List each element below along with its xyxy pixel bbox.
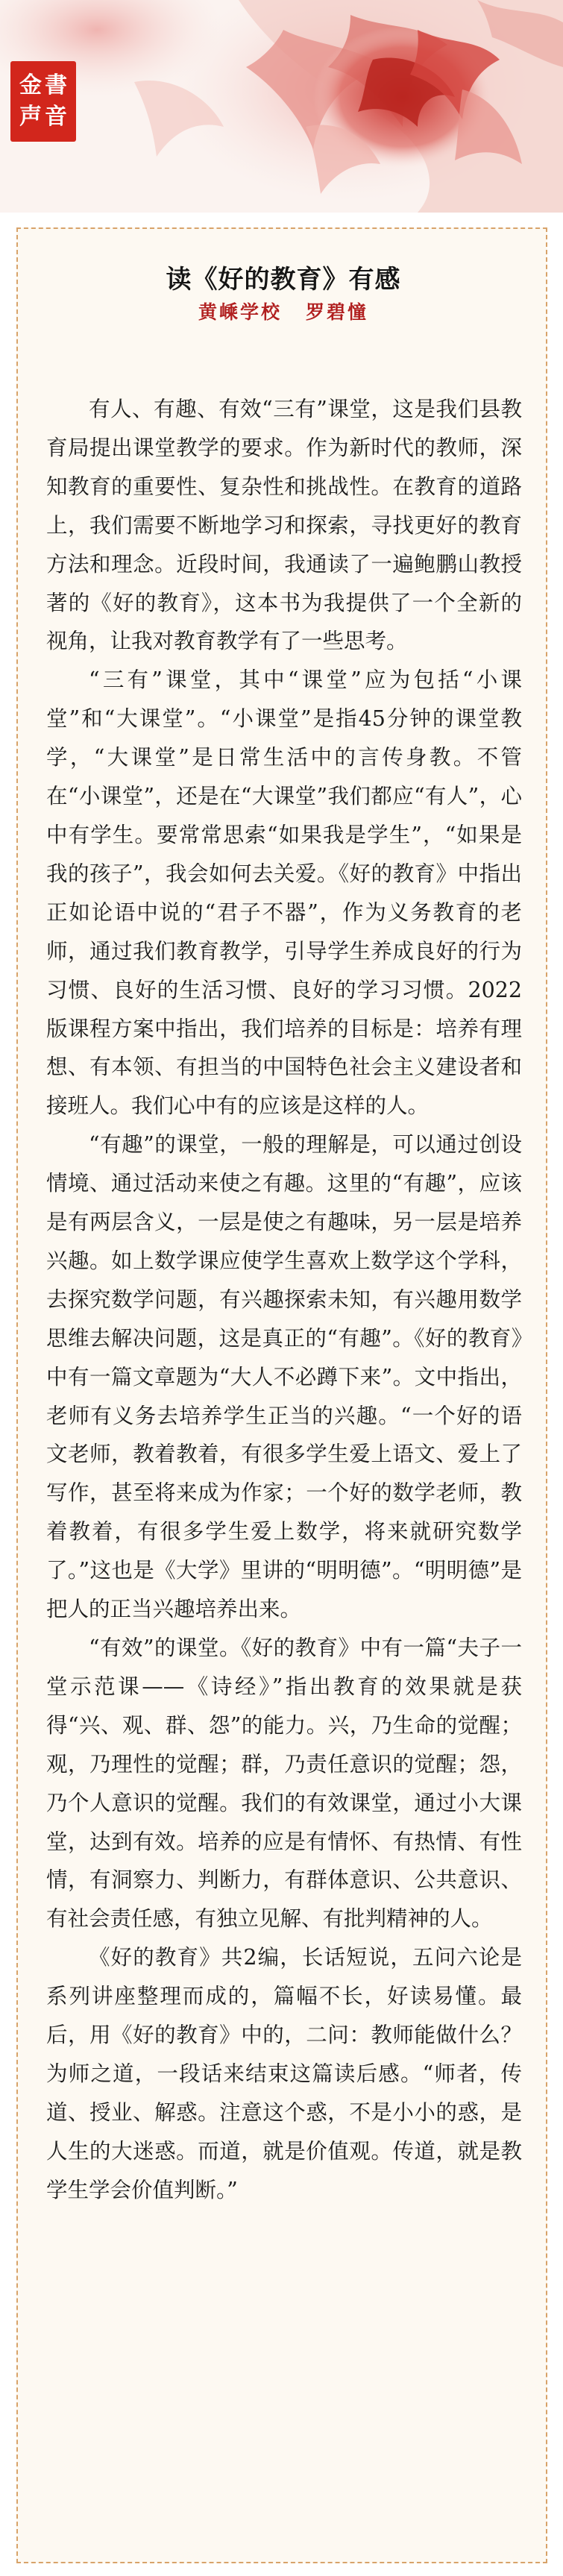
header-banner: [0, 0, 563, 213]
article-panel: [16, 227, 547, 2563]
article-body: [46, 390, 522, 2210]
peony-decoration: [0, 0, 563, 213]
seal-char: 声: [19, 104, 42, 130]
paragraph: “有趣”的课堂，一般的理解是，可以通过创设情境、通过活动来使之有趣。这里的“有趣”，应该是有两层含义，一层是使之有趣味，另一层是培养兴趣。如上数学课应使学生喜欢上数学这个学科，去探究数学问题，有兴趣探索未知，有兴趣用数学思维去解决问题，这是真正的“有趣”。《好的教育》中有一篇文章题为“大人不必蹲下来”。文中指出，老师有义务去培养学生正当的兴趣。“一个好的语文老师，教着教着，有很多学生爱上语文、爱上了写作，甚至将来成为作家；一个好的数学老师，教着教着，有很多学生爱上数学，将来就研究数学了。”这也是《大学》里讲的“明明德”。“明明德”是把人的正当兴趣培养出来。: [46, 1132, 522, 1622]
article-byline: [18, 298, 549, 324]
seal-stamp: [10, 61, 76, 142]
paragraph: 有人、有趣、有效“三有”课堂，这是我们县教育局提出课堂教学的要求。作为新时代的教师，深知教育的重要性、复杂性和挑战性。在教育的道路上，我们需要不断地学习和探索，寻找更好的教育方法和理念。近段时间，我通读了一遍鲍鹏山教授著的《好的教育》，这本书为我提供了一个全新的视角，让我对教育教学有了一些思考。: [46, 397, 522, 654]
paragraph: 《好的教育》共2编，长话短说，五问六论是系列讲座整理而成的，篇幅不长，好读易懂。最后，用《好的教育》中的，二问：教师能做什么？为师之道，一段话来结束这篇读后感。“师者，传道、授业、解惑。注意这个惑，不是小小的惑，是人生的大迷惑。而道，就是价值观。传道，就是教学生学会价值判断。”: [46, 1945, 522, 2202]
author-name: 罗碧憧: [306, 301, 369, 323]
paragraph: “三有”课堂，其中“课堂”应为包括“小课堂”和“大课堂”。“小课堂”是指45分钟的课堂教学，“大课堂”是日常生活中的言传身教。不管在“小课堂”，还是在“大课堂”我们都应“有人”，心中有学生。要常常思索“如果我是学生”，“如果是我的孩子”，我会如何去关爱。《好的教育》中指出正如论语中说的“君子不器”，作为义务教育的老师，通过我们教育教学，引导学生养成良好的行为习惯、良好的生活习惯、良好的学习习惯。2022版课程方案中指出，我们培养的目标是：培养有理想、有本领、有担当的中国特色社会主义建设者和接班人。我们心中有的应该是这样的人。: [46, 667, 522, 1119]
seal-char: 音: [45, 104, 67, 130]
author-school: 黄嵊学校: [198, 301, 282, 323]
article-title: 读《好的教育》有感: [166, 265, 401, 295]
paragraph: “有效”的课堂。《好的教育》中有一篇“夫子一堂示范课——《诗经》”指出教育的效果就是获得“兴、观、群、怨”的能力。兴，乃生命的觉醒；观，乃理性的觉醒；群，乃责任意识的觉醒；怨，乃个人意识的觉醒。我们的有效课堂，通过小大课堂，达到有效。培养的应是有情怀、有热情、有性情，有洞察力、判断力，有群体意识、公共意识、有社会责任感，有独立见解、有批判精神的人。: [46, 1636, 522, 1932]
seal-char: 金: [19, 72, 42, 98]
seal-char: 書: [45, 72, 67, 98]
